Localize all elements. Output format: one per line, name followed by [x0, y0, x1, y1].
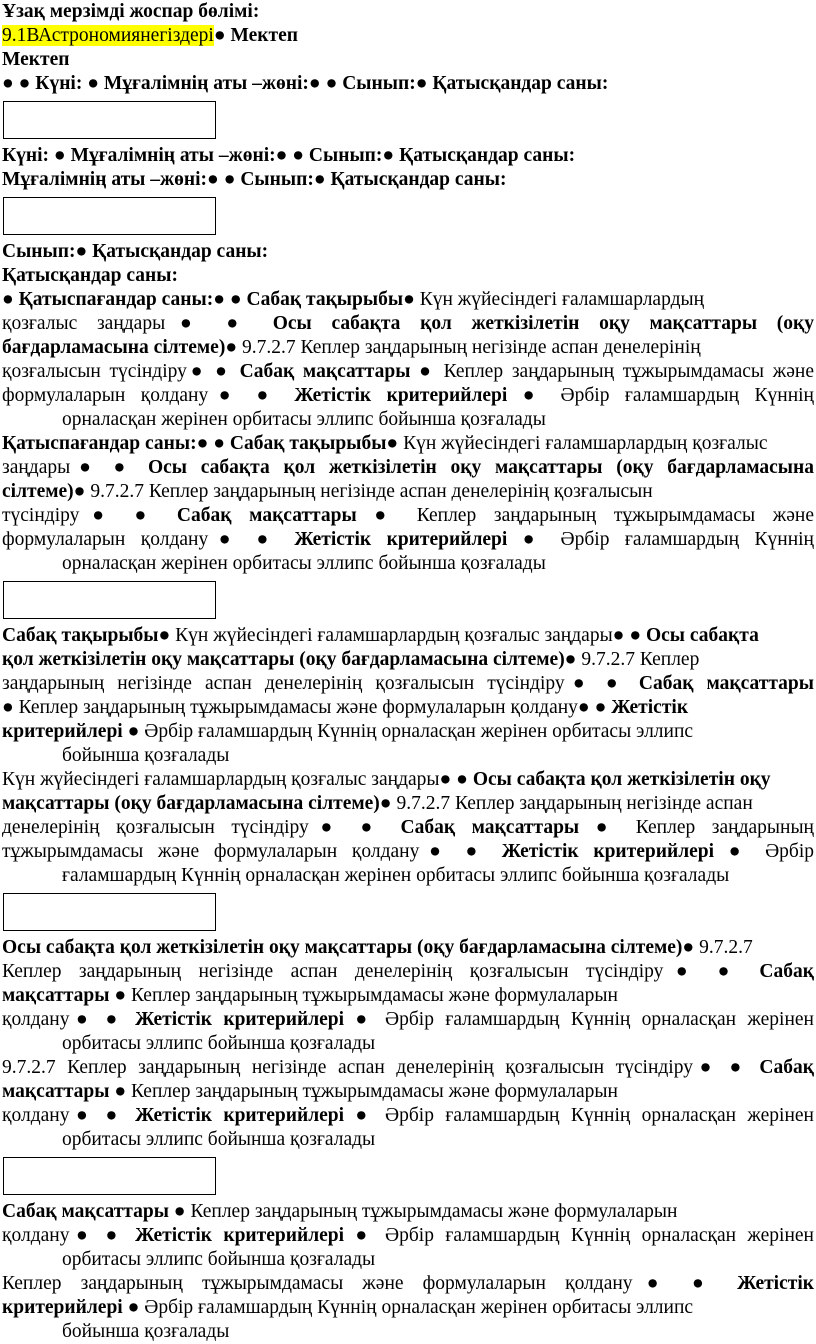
- section-heading: Ұзақ мерзімді жоспар бөлімі:: [2, 1, 260, 22]
- para-3-line-2: қол жеткізілетін оқу мақсаттары (оқу бағдарламасына сілтеме)● 9.7.2.7 Кеплер: [2, 649, 700, 670]
- para-5-line-4: қолдану● ● Жетістік критерийлері ● Әрбір ғаламшардың Күннің орналасқан жерінен: [2, 1009, 814, 1030]
- para-1-line-5: формулаларын қолдану● ● Жетістік критерийлері ● Әрбір ғаламшардың Күннің: [2, 385, 814, 406]
- para-3-line-6: бойынша қозғалады: [62, 745, 230, 766]
- course-line: 9.1ВАстрономиянегіздері● Мектеп: [2, 25, 298, 46]
- para-5-line-3: мақсаттары ● Кеплер заңдарының тұжырымдамасы және формулаларын: [2, 985, 618, 1006]
- para-5-line-2: Кеплер заңдарының негізінде аспан денелерінің қозғалысын түсіндіру● ● Сабақ: [2, 961, 814, 982]
- meta-line-2: Күні: ● Мұғалімнің аты –жөні:● ● Сынып:● Қатысқандар саны:: [2, 145, 576, 166]
- para-6-line-2: мақсаттары ● Кеплер заңдарының тұжырымдамасы және формулаларын: [2, 1081, 618, 1102]
- para-2-line-1: Қатыспағандар саны:● ● Сабақ тақырыбы● Күн жүйесіндегі ғаламшарлардың қозғалыс: [2, 433, 768, 454]
- course-code-highlight: 9.1ВАстрономиянегіздері: [2, 25, 214, 46]
- school-label: Мектеп: [2, 49, 70, 70]
- para-8-line-1: Кеплер заңдарының тұжырымдамасы және формулаларын қолдану● ● Жетістік: [2, 1273, 814, 1294]
- para-4-line-1: Күн жүйесіндегі ғаламшарлардың қозғалыс заңдары● ● Осы сабақта қол жеткізілетін оқу: [2, 769, 771, 790]
- para-8-line-3: бойынша қозғалады: [62, 1321, 230, 1342]
- para-4-line-4: тұжырымдамасы және формулаларын қолдану● ● Жетістік критерийлері ● Әрбір: [2, 841, 815, 862]
- para-1-line-6: орналасқан жерінен орбитасы эллипс бойынша қозғалады: [62, 409, 546, 430]
- para-2-line-5: формулаларын қолдану● ● Жетістік критерийлері ● Әрбір ғаламшардың Күннің: [2, 529, 814, 550]
- meta-line-3: Мұғалімнің аты –жөні:● ● Сынып:● Қатысқандар саны:: [2, 169, 507, 190]
- para-4-line-5: ғаламшардың Күннің орналасқан жерінен орбитасы эллипс бойынша қозғалады: [62, 865, 730, 886]
- input-box-2[interactable]: [3, 197, 216, 235]
- para-7-line-2: қолдану● ● Жетістік критерийлері ● Әрбір ғаламшардың Күннің орналасқан жерінен: [2, 1225, 814, 1246]
- input-box-4[interactable]: [3, 893, 216, 931]
- para-2-line-2: заңдары● ● Осы сабақта қол жеткізілетін оқу мақсаттары (оқу бағдарламасына: [2, 457, 815, 478]
- para-5-line-1: Осы сабақта қол жеткізілетін оқу мақсаттары (оқу бағдарламасына сілтеме)● 9.7.2.7: [2, 937, 753, 958]
- input-box-5[interactable]: [3, 1157, 216, 1195]
- para-6-line-1: 9.7.2.7 Кеплер заңдарының негізінде аспан денелерінің қозғалысын түсіндіру● ● Сабақ: [2, 1057, 814, 1078]
- para-6-line-4: орбитасы эллипс бойынша қозғалады: [62, 1129, 376, 1150]
- para-3-line-4: ● Кеплер заңдарының тұжырымдамасы және формулаларын қолдану● ● Жетістік: [2, 697, 689, 718]
- para-1-line-4: қозғалысын түсіндіру● ● Сабақ мақсаттары ● Кеплер заңдарының тұжырымдамасы және: [2, 361, 814, 382]
- input-box-1[interactable]: [3, 101, 216, 139]
- meta-line-1: ● ● Күні: ● Мұғалімнің аты –жөні:● ● Сынып:● Қатысқандар саны:: [2, 73, 609, 94]
- meta-line-4: Сынып:● Қатысқандар саны:: [2, 241, 269, 262]
- para-3-line-3: заңдарының негізінде аспан денелерінің қозғалысын түсіндіру● ● Сабақ мақсаттары: [2, 673, 814, 694]
- para-3-line-1: Сабақ тақырыбы● Күн жүйесіндегі ғаламшарлардың қозғалыс заңдары● ● Осы сабақта: [2, 625, 759, 646]
- para-5-line-5: орбитасы эллипс бойынша қозғалады: [62, 1033, 376, 1054]
- para-1-line-3: бағдарламасына сілтеме)● 9.7.2.7 Кеплер заңдарының негізінде аспан денелерінің: [2, 337, 701, 358]
- para-4-line-3: денелерінің қозғалысын түсіндіру● ● Сабақ мақсаттары ● Кеплер заңдарының: [2, 817, 814, 838]
- para-2-line-4: түсіндіру● ● Сабақ мақсаттары ● Кеплер заңдарының тұжырымдамасы және: [2, 505, 815, 526]
- para-4-line-2: мақсаттары (оқу бағдарламасына сілтеме)● 9.7.2.7 Кеплер заңдарының негізінде аспан: [2, 793, 753, 814]
- meta-line-5: Қатысқандар саны:: [2, 265, 178, 286]
- para-2-line-6: орналасқан жерінен орбитасы эллипс бойынша қозғалады: [62, 553, 546, 574]
- para-7-line-3: орбитасы эллипс бойынша қозғалады: [62, 1249, 376, 1270]
- input-box-3[interactable]: [3, 581, 216, 619]
- para-3-line-5: критерийлері ● Әрбір ғаламшардың Күннің орналасқан жерінен орбитасы эллипс: [2, 721, 694, 742]
- para-7-line-1: Сабақ мақсаттары ● Кеплер заңдарының тұжырымдамасы және формулаларын: [2, 1201, 678, 1222]
- para-1-line-1: ● Қатыспағандар саны:● ● Сабақ тақырыбы● Күн жүйесіндегі ғаламшарлардың: [2, 289, 705, 310]
- para-6-line-3: қолдану● ● Жетістік критерийлері ● Әрбір ғаламшардың Күннің орналасқан жерінен: [2, 1105, 814, 1126]
- para-2-line-3: сілтеме)● 9.7.2.7 Кеплер заңдарының негізінде аспан денелерінің қозғалысын: [2, 481, 653, 502]
- para-8-line-2: критерийлері ● Әрбір ғаламшардың Күннің орналасқан жерінен орбитасы эллипс: [2, 1297, 694, 1318]
- para-1-line-2: қозғалыс заңдары● ● Осы сабақта қол жеткізілетін оқу мақсаттары (оқу: [2, 313, 814, 334]
